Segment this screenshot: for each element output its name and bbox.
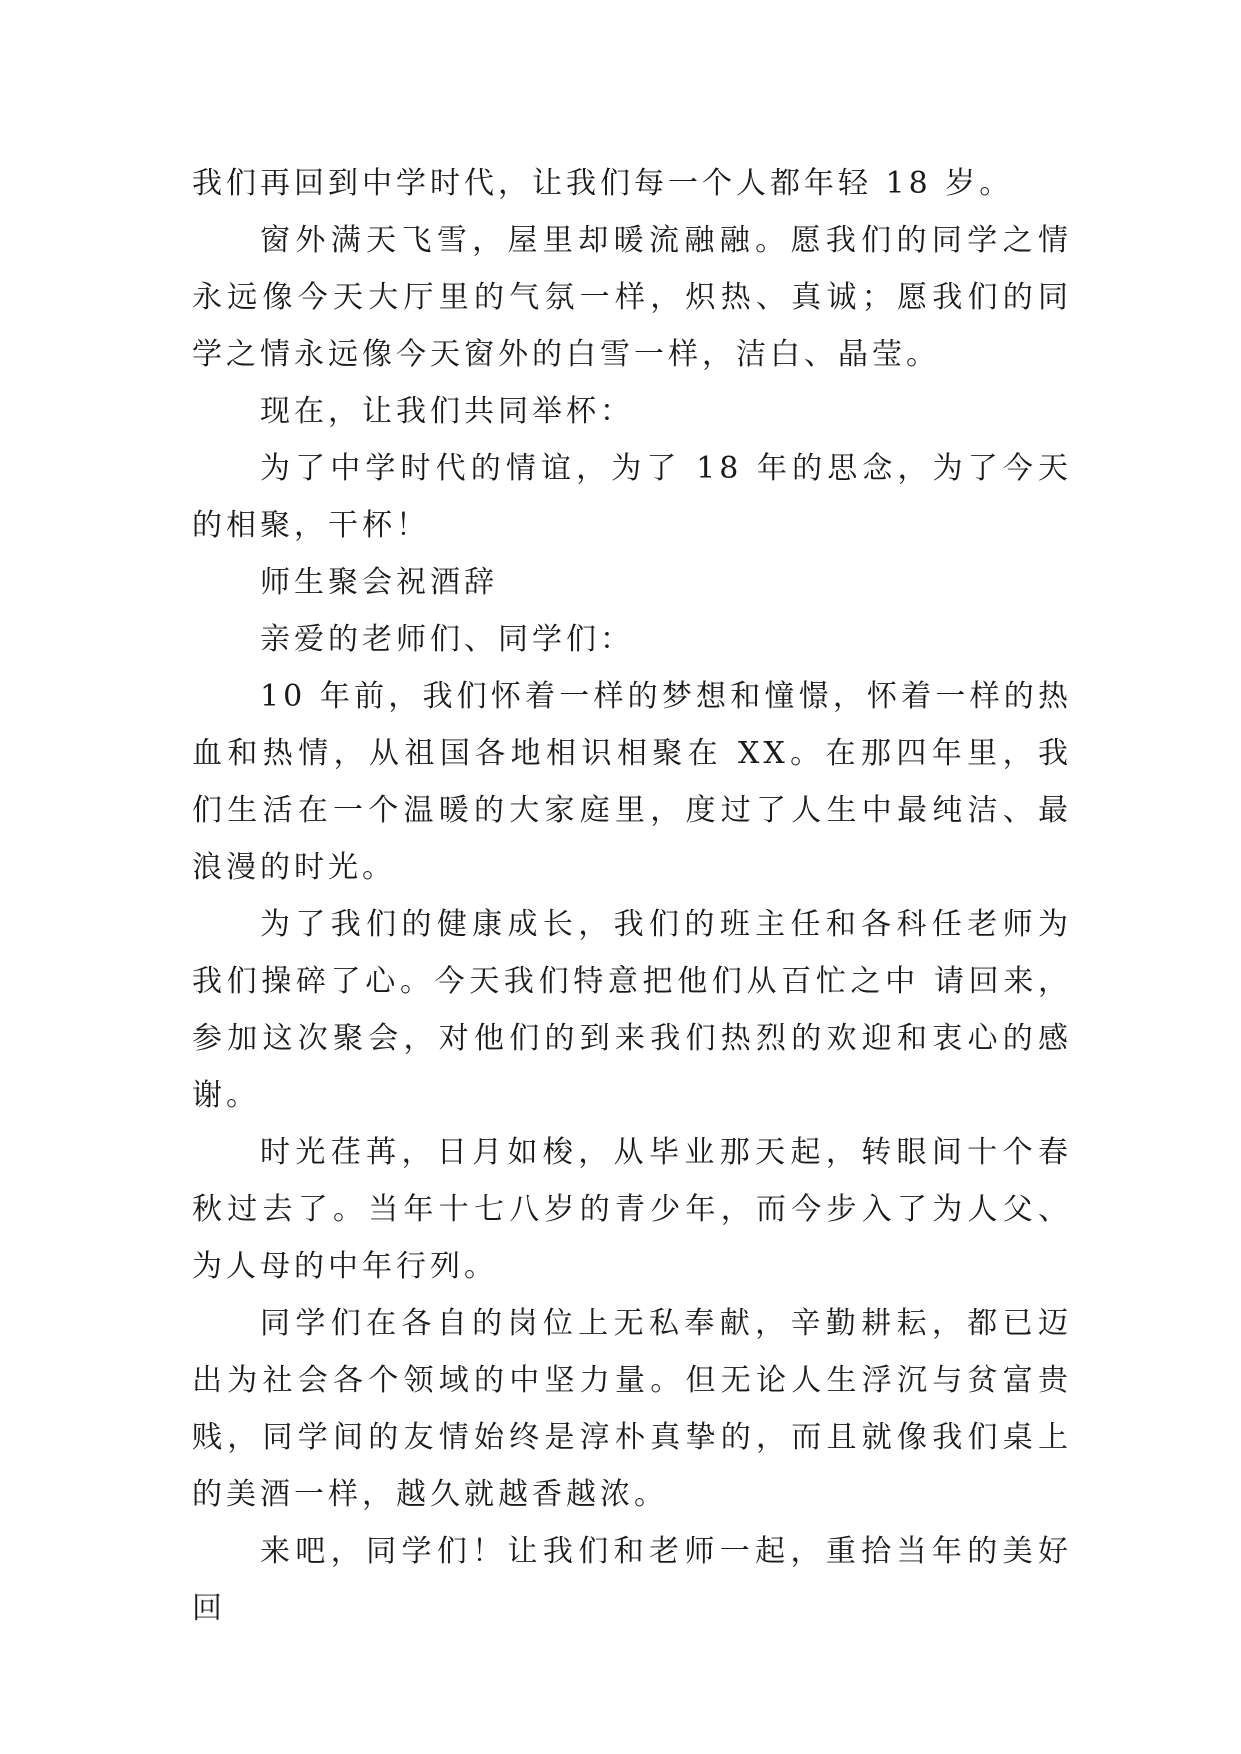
section-title: 师生聚会祝酒辞 [260, 565, 498, 600]
paragraph-friendship: 同学们在各自的岗位上无私奉献，辛勤耕耘，都已迈出为社会各个领域的中坚力量。但无论人生浮沉与贫富贵贱，同学间的友情始终是淳朴真挚的，而且就像我们桌上的美酒一样，越久就越香越浓。 [192, 1306, 1072, 1512]
paragraph-ten-years: 10 年前，我们怀着一样的梦想和憧憬，怀着一样的热血和热情，从祖国各地相识相聚在 XX。在那四年里，我们生活在一个温暖的大家庭里，度过了人生中最纯洁、最浪漫的时光。 [192, 679, 1072, 885]
paragraph-time: 时光荏苒，日月如梭，从毕业那天起，转眼间十个春秋过去了。当年十七八岁的青少年，而今步入了为人父、为人母的中年行列。 [192, 1135, 1072, 1284]
document-body [192, 155, 1072, 1637]
paragraph-closing: 来吧，同学们！让我们和老师一起，重拾当年的美好回 [192, 1534, 1072, 1626]
paragraph-toast-intro: 现在，让我们共同举杯： [260, 394, 634, 429]
paragraph-toast: 为了中学时代的情谊，为了 18 年的思念，为了今天的相聚，干杯！ [192, 451, 1072, 543]
paragraph-snow: 窗外满天飞雪，屋里却暖流融融。愿我们的同学之情永远像今天大厅里的气氛一样，炽热、真诚；愿我们的同学之情永远像今天窗外的白雪一样，洁白、晶莹。 [192, 223, 1072, 372]
paragraph-continuation: 我们再回到中学时代，让我们每一个人都年轻 18 岁。 [192, 166, 1014, 201]
salutation: 亲爱的老师们、同学们： [260, 622, 634, 657]
paragraph-teachers: 为了我们的健康成长，我们的班主任和各科任老师为我们操碎了心。今天我们特意把他们从百忙之中 请回来，参加这次聚会，对他们的到来我们热烈的欢迎和衷心的感谢。 [192, 907, 1072, 1113]
